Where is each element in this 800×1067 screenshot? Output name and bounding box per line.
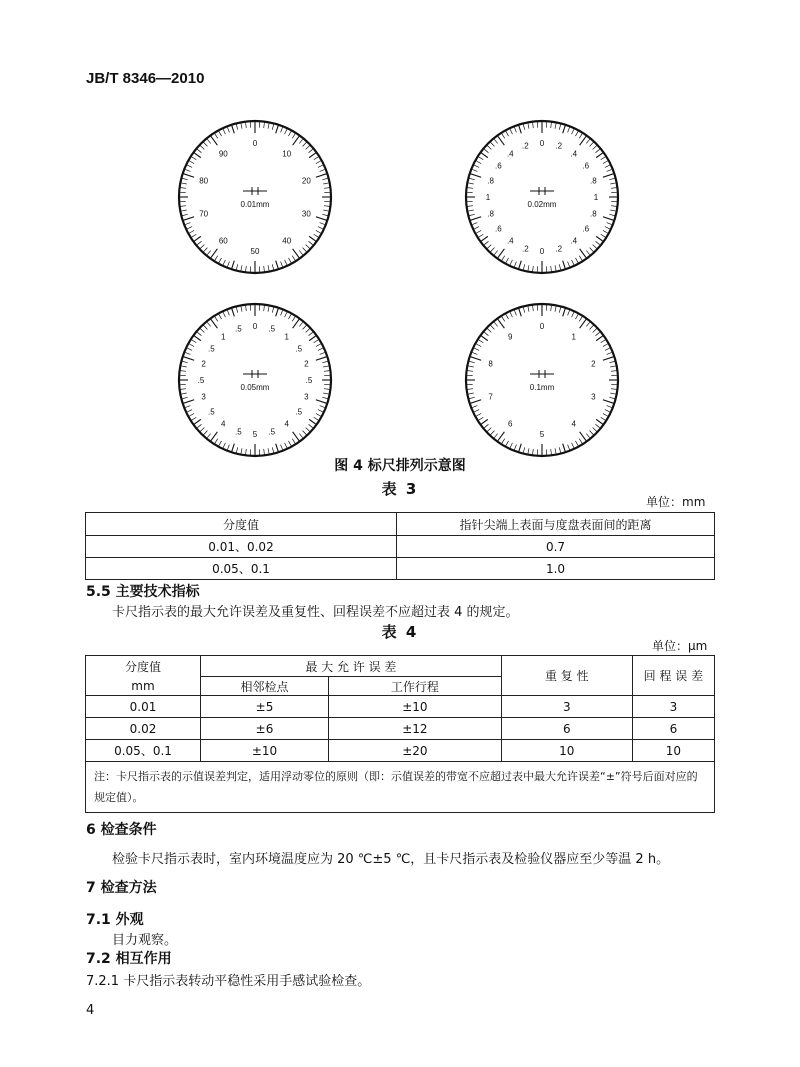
table4-header-division: 分度值 (86, 656, 201, 677)
section-7-1-heading: 7.1 外观 (86, 912, 144, 928)
table4-cell: 0.05、0.1 (86, 740, 201, 762)
dial-label: 0 (539, 139, 545, 148)
dial-label: 50 (250, 247, 260, 256)
table4-cell: 0.01 (86, 696, 201, 718)
dial-label: 1 (593, 193, 599, 202)
table3-header-distance: 指针尖端上表面与度盘表面间的距离 (397, 513, 715, 536)
dial-label: 3 (201, 392, 206, 402)
dial-label: .5 (207, 407, 215, 417)
table4 (85, 655, 715, 813)
dial-label: 4 (571, 419, 576, 429)
section-7-heading: 7 检查方法 (86, 880, 157, 896)
dial-label: .8 (590, 209, 597, 219)
dial-unit-label: 0.1mm (529, 383, 555, 392)
dial-label: 1 (221, 332, 226, 342)
dial-label: 1 (284, 332, 289, 342)
dial-label: 2 (591, 359, 596, 369)
table4-cell: 6 (501, 718, 632, 740)
table3-unit: 单位：mm (646, 495, 706, 509)
dial-label: 3 (591, 392, 596, 402)
dial-unit-label: 0.01mm (240, 200, 270, 209)
dial-label: 0 (539, 322, 545, 331)
table3-cell: 1.0 (397, 558, 715, 580)
dial-label: 7 (488, 392, 493, 402)
dial-label: 6 (508, 419, 513, 429)
section-7-2-heading: 7.2 相互作用 (86, 951, 172, 967)
dial-label: .2 (521, 141, 529, 151)
table3-cell: 0.7 (397, 536, 715, 558)
dial-label: 2 (201, 359, 206, 369)
dial-label: 4 (221, 419, 226, 429)
dial-label: 90 (218, 149, 228, 159)
table4-cell: 6 (632, 718, 714, 740)
dial-label: .5 (305, 376, 313, 385)
section-7-1-body: 目力观察。 (112, 933, 178, 948)
table4-header-adjacent: 相邻检点 (201, 677, 329, 696)
table-row (86, 536, 715, 558)
dial-label: .6 (494, 161, 502, 171)
dial-label: 20 (301, 176, 311, 186)
table4-cell: 10 (501, 740, 632, 762)
dial-label: .4 (570, 149, 578, 159)
dial-unit-label: 0.05mm (240, 383, 270, 392)
dial-label: .5 (268, 427, 276, 437)
table4-header-repeatability: 重 复 性 (501, 656, 632, 696)
table4-cell: ±20 (329, 740, 502, 762)
dial-label: 70 (199, 209, 209, 219)
section-7-2-1: 7.2.1 卡尺指示表转动平稳性采用手感试验检查。 (86, 974, 371, 989)
table4-cell: ±10 (329, 696, 502, 718)
dial-label: .2 (521, 244, 529, 254)
table4-cell: ±12 (329, 718, 502, 740)
dial-label: .5 (197, 376, 205, 385)
table-row (86, 696, 715, 718)
table-row (86, 740, 715, 762)
figure-caption: 图 4 标尺排列示意图 (334, 458, 466, 474)
section-5-5-body: 卡尺指示表的最大允许误差及重复性、回程误差不应超过表 4 的规定。 (112, 605, 519, 620)
dial-label: 40 (282, 236, 292, 246)
table4-cell: 0.02 (86, 718, 201, 740)
dial-label: 4 (284, 419, 289, 429)
standard-code: JB/T 8346—2010 (86, 70, 205, 87)
section-5-5-heading: 5.5 主要技术指标 (86, 584, 200, 600)
table4-cell: 10 (632, 740, 714, 762)
dial-label: 1 (485, 193, 491, 202)
dial-label: .5 (295, 407, 303, 417)
dial-label: 2 (304, 359, 309, 369)
dial-label: .2 (555, 141, 563, 151)
table3-cell: 0.05、0.1 (86, 558, 397, 580)
dial-label: .5 (295, 344, 303, 354)
dial-label: .4 (506, 236, 514, 246)
table4-cell: 3 (501, 696, 632, 718)
dial-label: 30 (301, 209, 311, 219)
dial-0.01mm (175, 117, 335, 277)
table-row (86, 558, 715, 580)
section-6-body: 检验卡尺指示表时，室内环境温度应为 20 ℃±5 ℃，且卡尺指示表及检验仪器应至少等温 2 h。 (112, 852, 670, 867)
dial-label: 5 (539, 430, 545, 439)
dial-label: .4 (570, 236, 578, 246)
dial-label: .6 (494, 224, 502, 234)
table4-header-mpe: 最 大 允 许 误 差 (201, 656, 502, 677)
dial-unit-label: 0.02mm (527, 200, 557, 209)
dial-label: .8 (590, 176, 597, 186)
table4-note: 注：卡尺指示表的示值误差判定，适用浮动零位的原则（即：示值误差的带宽不应超过表中最大允许误差“±”符号后面对应的规定值）。 (86, 762, 715, 813)
dial-label: 3 (304, 392, 309, 402)
dial-label: .6 (582, 224, 590, 234)
dial-0.1mm (462, 300, 622, 460)
section-6-heading: 6 检查条件 (86, 822, 157, 838)
table4-cell: 3 (632, 696, 714, 718)
table3-title: 表 3 (381, 480, 419, 498)
dial-label: .5 (207, 344, 215, 354)
table4-header-working-range: 工作行程 (329, 677, 502, 696)
dial-label: .8 (487, 209, 494, 219)
dial-label: 9 (508, 332, 513, 342)
dial-label: 0 (539, 247, 545, 256)
table4-cell: ±10 (201, 740, 329, 762)
table4-unit: 单位：μm (652, 639, 708, 653)
dial-label: .8 (487, 176, 494, 186)
dial-label: 5 (252, 430, 258, 439)
dial-label: 0 (252, 322, 258, 331)
dial-label: 0 (252, 139, 258, 148)
dial-label: 8 (488, 359, 493, 369)
table4-header-division-unit: mm (86, 677, 201, 696)
dial-label: 1 (571, 332, 576, 342)
dial-label: .6 (582, 161, 590, 171)
dial-0.05mm (175, 300, 335, 460)
table4-title: 表 4 (381, 623, 419, 641)
table3-header-division: 分度值 (86, 513, 397, 536)
table4-cell: ±6 (201, 718, 329, 740)
table3-cell: 0.01、0.02 (86, 536, 397, 558)
dial-0.02mm (462, 117, 622, 277)
table4-header-return-error: 回 程 误 差 (632, 656, 714, 696)
dial-label: .5 (234, 427, 242, 437)
dial-label: .2 (555, 244, 563, 254)
page-number: 4 (86, 1003, 95, 1018)
dial-label: .5 (268, 324, 276, 334)
table4-cell: ±5 (201, 696, 329, 718)
dial-label: 10 (282, 149, 292, 159)
dial-label: .5 (234, 324, 242, 334)
table3 (85, 512, 715, 580)
dial-label: 60 (218, 236, 228, 246)
table-row (86, 718, 715, 740)
dial-label: .4 (506, 149, 514, 159)
dial-label: 80 (199, 176, 209, 186)
